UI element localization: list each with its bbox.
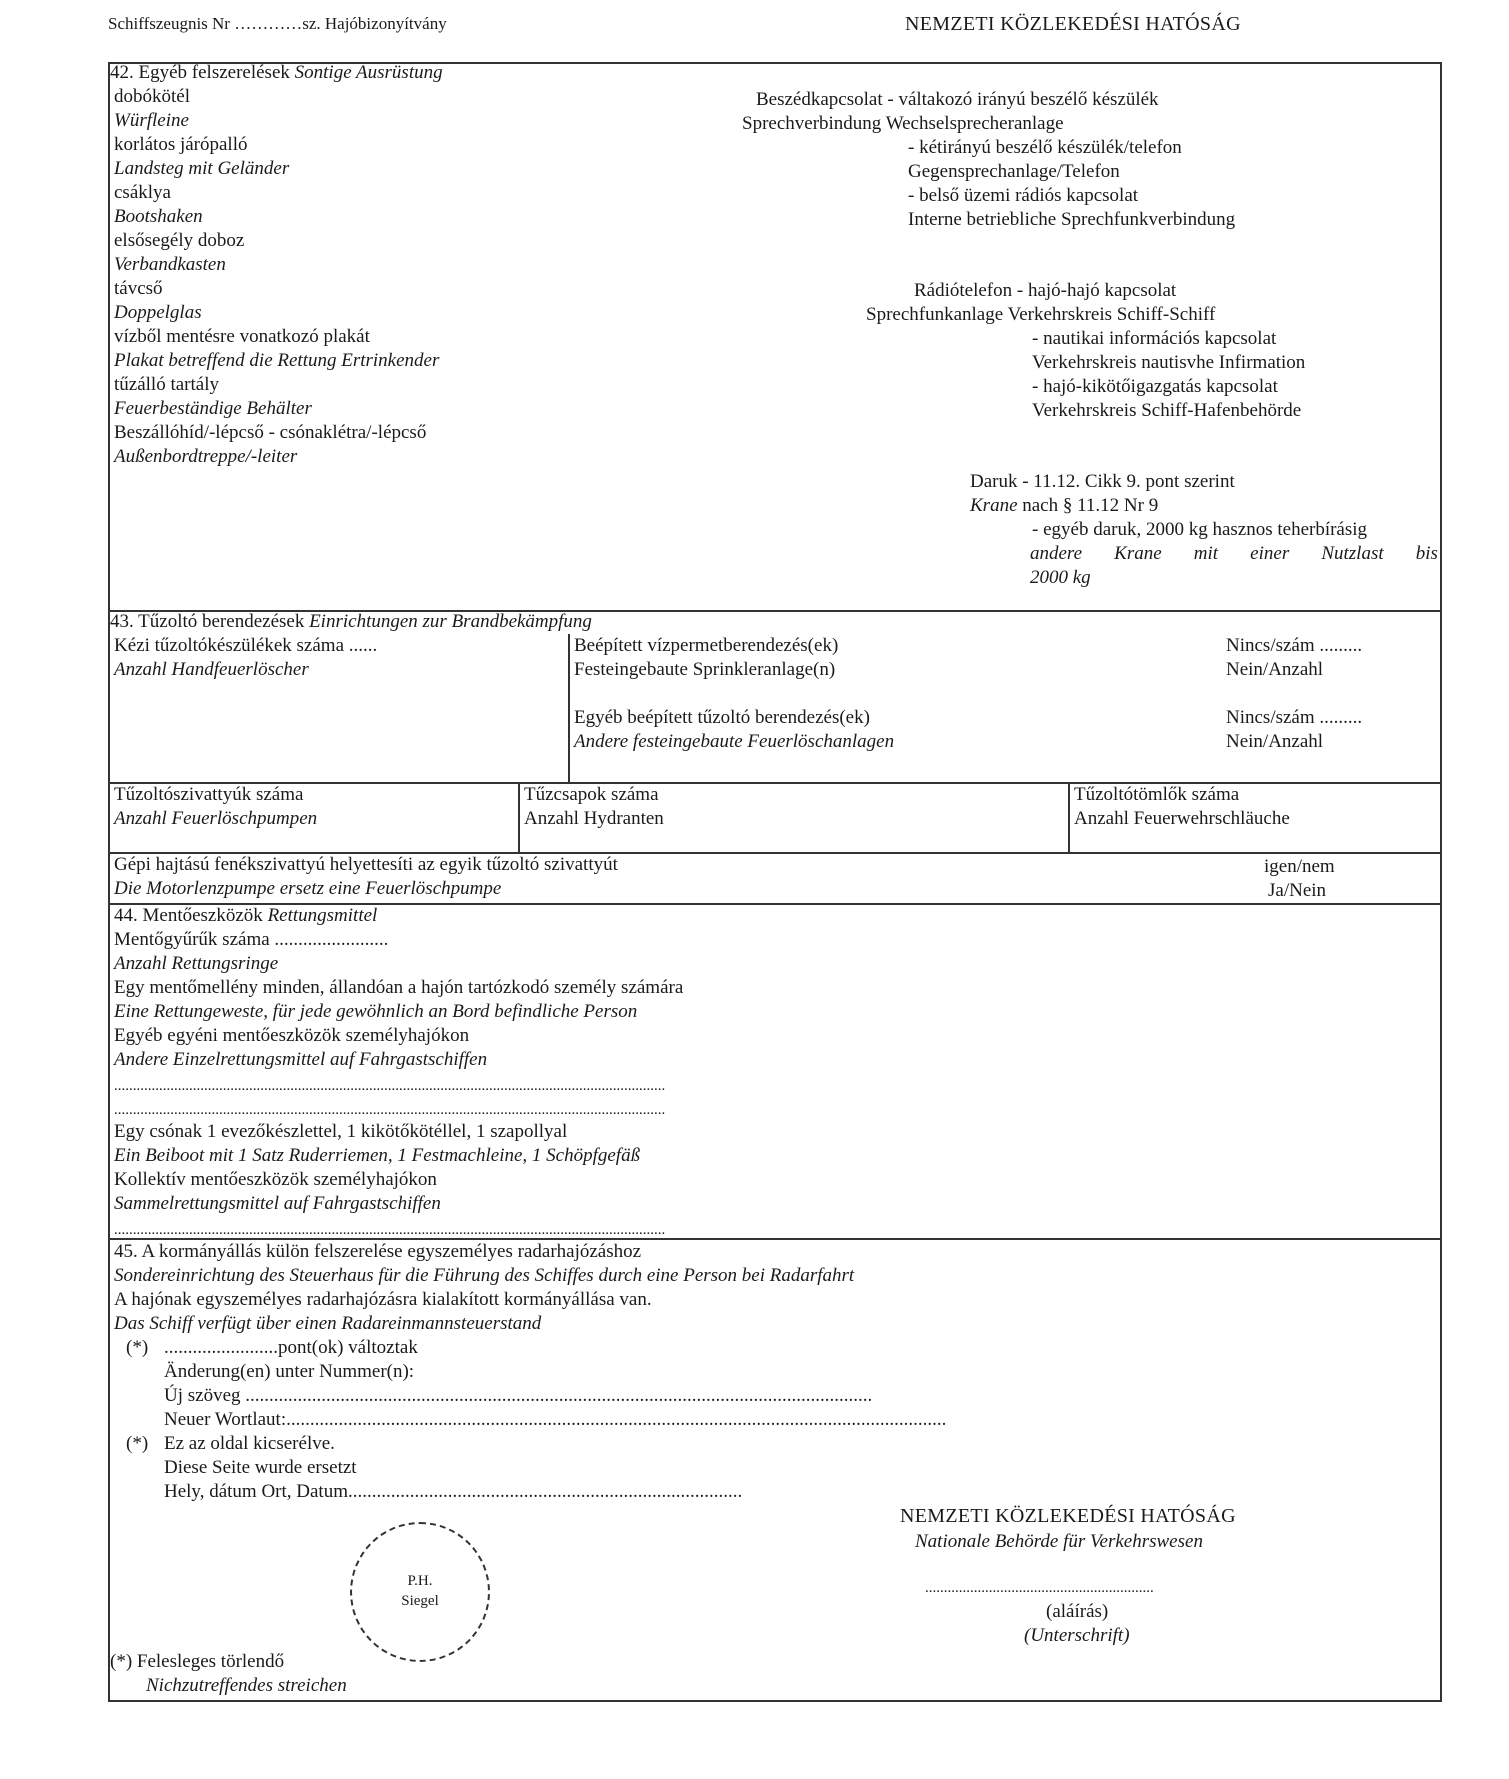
signature-authority-de: Nationale Behörde für Verkehrswesen xyxy=(915,1531,1203,1552)
other-fixed-de: Andere festeingebaute Feuerlöschanlagen xyxy=(574,731,895,752)
item-de: Würfleine xyxy=(114,110,189,131)
two-way-de: Gegensprechanlage/Telefon xyxy=(908,161,1120,182)
section-45-title: 45. A kormányállás külön felszerelése egyszemélyes radarhajózáshoz xyxy=(114,1241,642,1262)
radiotelephone-hu: Rádiótelefon - hajó-hajó kapcsolat xyxy=(914,280,1177,301)
sprinkler-de: Festeingebaute Sprinkleranlage(n) xyxy=(574,659,836,680)
item-de: Bootshaken xyxy=(114,206,203,227)
lifejacket-de: Eine Rettungeweste, für jede gewöhnlich an Bord befindliche Person xyxy=(114,1001,638,1022)
intercom-hu: Beszédkapcsolat - váltakozó irányú beszélő készülék xyxy=(756,89,1159,110)
item-hu: Beszállóhíd/-lépcső - csónaklétra/-lépcső xyxy=(114,422,427,443)
section-43-title: 43. Tűzoltó berendezések Einrichtungen zur Brandbekämpfung xyxy=(110,611,592,632)
item-hu: távcső xyxy=(114,278,163,299)
other-cranes-limit: 2000 kg xyxy=(1030,567,1091,588)
nautical-info-hu: - nautikai információs kapcsolat xyxy=(1032,328,1277,349)
hydrants-de: Anzahl Hydranten xyxy=(524,808,664,829)
fire-hoses-de: Anzahl Feuerwehrschläuche xyxy=(1074,808,1290,829)
fire-pumps-hu: Tűzoltószivattyúk száma xyxy=(114,784,304,805)
dotted-line: ................................................................................................................................................... xyxy=(114,1078,666,1094)
changed-items-de: Änderung(en) unter Nummer(n): xyxy=(164,1361,415,1382)
signature-line: ............................................................. xyxy=(925,1580,1154,1596)
sprinkler-count-de: Nein/Anzahl xyxy=(1226,659,1324,680)
hydrants-hu: Tűzcsapok száma xyxy=(524,784,659,805)
individual-lifesaving-de: Andere Einzelrettungsmittel auf Fahrgastschiffen xyxy=(114,1049,488,1070)
item-de: Landsteg mit Geländer xyxy=(114,158,290,179)
asterisk-mark: (*) xyxy=(126,1337,149,1358)
divider-43-vertical xyxy=(568,634,570,782)
cranes-de: Krane nach § 11.12 Nr 9 xyxy=(970,495,1159,516)
seal-text: P.H. xyxy=(407,1573,433,1589)
item-hu: elsősegély doboz xyxy=(114,230,245,251)
footnote-de: Nichzutreffendes streichen xyxy=(146,1675,347,1696)
sprinkler-count-hu: Nincs/szám ......... xyxy=(1226,635,1363,656)
motor-pump-yes-no-de: Ja/Nein xyxy=(1268,880,1327,901)
asterisk-mark: (*) xyxy=(126,1433,149,1454)
hand-extinguishers-hu: Kézi tűzoltókészülékek száma ...... xyxy=(114,635,378,656)
header-certificate-number: Schiffszeugnis Nr …………sz. Hajóbizonyítvány xyxy=(108,14,447,33)
section-42-title: 42. Egyéb felszerelések Sontige Ausrüstung xyxy=(110,62,443,83)
motor-pump-hu: Gépi hajtású fenékszivattyú helyettesíti az egyik tűzoltó szivattyút xyxy=(114,854,618,875)
dotted-line: ................................................................................................................................................... xyxy=(114,1222,666,1238)
seal-text: Siegel xyxy=(401,1593,439,1609)
collective-lifesaving-hu: Kollektív mentőeszközök személyhajókon xyxy=(114,1169,437,1190)
sprinkler-hu: Beépített vízpermetberendezés(ek) xyxy=(574,635,839,656)
section-45-title-de: Sondereinrichtung des Steuerhaus für die Führung des Schiffes durch eine Person bei Radarfahrt xyxy=(114,1265,855,1286)
signature-label-hu: (aláírás) xyxy=(1046,1601,1109,1622)
page-replaced-hu: Ez az oldal kicserélve. xyxy=(164,1433,335,1454)
signature-authority-hu: NEMZETI KÖZLEKEDÉSI HATÓSÁG xyxy=(900,1505,1236,1527)
item-de: Außenbordtreppe/-leiter xyxy=(114,446,298,467)
nautical-info-de: Verkehrskreis nautisvhe Infirmation xyxy=(1032,352,1306,373)
item-de: Feuerbeständige Behälter xyxy=(114,398,312,419)
item-hu: korlátos járópalló xyxy=(114,134,248,155)
fire-pumps-de: Anzahl Feuerlöschpumpen xyxy=(114,808,318,829)
official-seal xyxy=(350,1522,490,1662)
motor-pump-de: Die Motorlenzpumpe ersetz eine Feuerlöschpumpe xyxy=(114,878,502,899)
divider-pumps-v1 xyxy=(518,782,520,852)
intercom-de: Sprechverbindung Wechselsprecheranlage xyxy=(742,113,1064,134)
dotted-line: ................................................................................................................................................... xyxy=(114,1102,666,1118)
hand-extinguishers-de: Anzahl Handfeuerlöscher xyxy=(114,659,309,680)
other-fixed-count-hu: Nincs/szám ......... xyxy=(1226,707,1363,728)
header-authority: NEMZETI KÖZLEKEDÉSI HATÓSÁG xyxy=(905,13,1241,35)
changed-items-hu: ........................pont(ok) változtak xyxy=(164,1337,418,1358)
section-44-title: 44. Mentőeszközök Rettungsmittel xyxy=(114,905,378,926)
cranes-hu: Daruk - 11.12. Cikk 9. pont szerint xyxy=(970,471,1235,492)
dinghy-de: Ein Beiboot mit 1 Satz Ruderriemen, 1 Festmachleine, 1 Schöpfgefäß xyxy=(114,1145,641,1166)
lifebuoys-hu: Mentőgyűrűk száma ........................ xyxy=(114,929,389,950)
lifejacket-hu: Egy mentőmellény minden, állandóan a hajón tartózkodó személy számára xyxy=(114,977,684,998)
item-de: Plakat betreffend die Rettung Ertrinkender xyxy=(114,350,440,371)
divider-pumps-v2 xyxy=(1068,782,1070,852)
other-cranes-de: andere Krane mit einer Nutzlast bis xyxy=(1030,543,1438,564)
port-authority-hu: - hajó-kikötőigazgatás kapcsolat xyxy=(1032,376,1278,397)
fire-hoses-hu: Tűzoltótömlők száma xyxy=(1074,784,1240,805)
new-text-de: Neuer Wortlaut:........................................................................................................................................... xyxy=(164,1409,947,1430)
signature-label-de: (Unterschrift) xyxy=(1024,1625,1130,1646)
item-hu: tűzálló tartály xyxy=(114,374,219,395)
item-de: Doppelglas xyxy=(114,302,202,323)
radiotelephone-de: Sprechfunkanlage Verkehrskreis Schiff-Schiff xyxy=(866,304,1216,325)
page-replaced-de: Diese Seite wurde ersetzt xyxy=(164,1457,357,1478)
divider-pumps xyxy=(108,782,1442,784)
individual-lifesaving-hu: Egyéb egyéni mentőeszközök személyhajókon xyxy=(114,1025,470,1046)
item-hu: dobókötél xyxy=(114,86,190,107)
item-hu: vízből mentésre vonatkozó plakát xyxy=(114,326,370,347)
item-de: Verbandkasten xyxy=(114,254,226,275)
two-way-hu: - kétirányú beszélő készülék/telefon xyxy=(908,137,1182,158)
lifebuoys-de: Anzahl Rettungsringe xyxy=(114,953,279,974)
radar-steering-de: Das Schiff verfügt über einen Radareinmannsteuerstand xyxy=(114,1313,542,1334)
other-cranes-hu: - egyéb daruk, 2000 kg hasznos teherbírásig xyxy=(1032,519,1368,540)
internal-radio-hu: - belső üzemi rádiós kapcsolat xyxy=(908,185,1139,206)
new-text-hu: Új szöveg .................................................................................................................................... xyxy=(164,1385,873,1406)
dinghy-hu: Egy csónak 1 evezőkészlettel, 1 kikötőkötéllel, 1 szapollyal xyxy=(114,1121,568,1142)
other-fixed-hu: Egyéb beépített tűzoltó berendezés(ek) xyxy=(574,707,870,728)
radar-steering-hu: A hajónak egyszemélyes radarhajózásra kialakított kormányállása van. xyxy=(114,1289,652,1310)
item-hu: csáklya xyxy=(114,182,171,203)
collective-lifesaving-de: Sammelrettungsmittel auf Fahrgastschiffen xyxy=(114,1193,441,1214)
footnote-hu: (*) Felesleges törlendő xyxy=(110,1651,285,1672)
other-fixed-count-de: Nein/Anzahl xyxy=(1226,731,1324,752)
internal-radio-de: Interne betriebliche Sprechfunkverbindung xyxy=(908,209,1236,230)
motor-pump-yes-no-hu: igen/nem xyxy=(1264,856,1335,877)
port-authority-de: Verkehrskreis Schiff-Hafenbehörde xyxy=(1032,400,1302,421)
place-date: Hely, dátum Ort, Datum................................................................................... xyxy=(164,1481,743,1502)
